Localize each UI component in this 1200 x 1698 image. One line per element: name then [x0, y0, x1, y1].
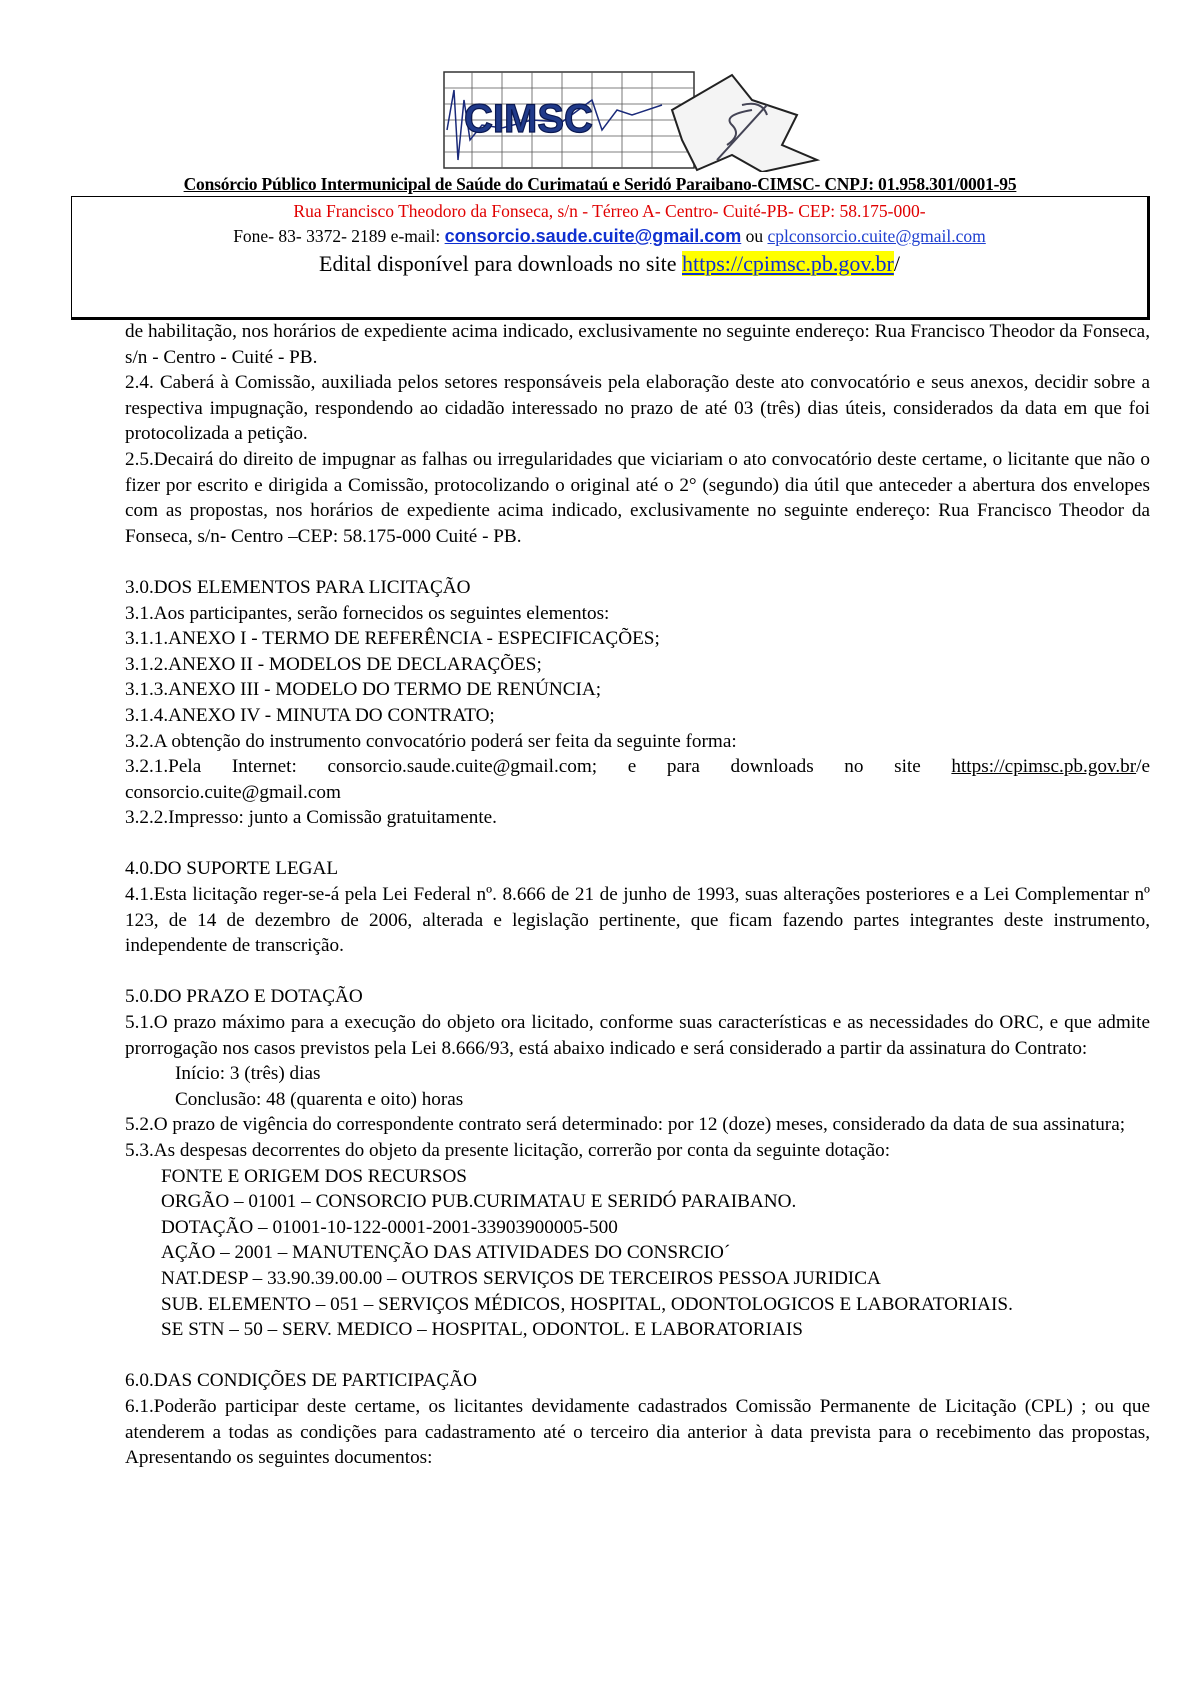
section-heading-5: 5.0.DO PRAZO E DOTAÇÃO — [125, 986, 363, 1008]
organization-title: Consórcio Público Intermunicipal de Saúde do Curimataú e Seridó Paraibano-CIMSC- CNPJ: 01.958.301/0001-95 — [183, 174, 1017, 194]
text: 3.2.1.Pela Internet: consorcio.saude.cuite@gmail.com; e para downloads no site — [125, 756, 952, 778]
inicio: Início: 3 (três) dias — [175, 1063, 321, 1085]
dotacao-line: ORGÃO – 01001 – CONSORCIO PUB.CURIMATAU E SERIDÓ PARAIBANO. — [161, 1191, 797, 1213]
conclusao: Conclusão: 48 (quarenta e oito) horas — [175, 1088, 464, 1110]
email-link-primary[interactable]: consorcio.saude.cuite@gmail.com — [444, 226, 742, 246]
edital-text: Edital disponível para downloads no site — [319, 251, 682, 276]
paragraph-3-1: 3.1.Aos participantes, serão fornecidos os seguintes elementos: — [125, 602, 610, 624]
paragraph-3-2: 3.2.A obtenção do instrumento convocatório poderá ser feita da seguinte forma: — [125, 730, 737, 752]
edital-line — [72, 251, 1147, 277]
section-heading-4: 4.0.DO SUPORTE LEGAL — [125, 858, 339, 880]
item-3-1-1: 3.1.1.ANEXO I - TERMO DE REFERÊNCIA - ESPECIFICAÇÕES; — [125, 628, 660, 650]
dotacao-line: DOTAÇÃO – 01001-10-122-0001-2001-33903900005-500 — [161, 1216, 618, 1238]
or-text: ou — [741, 226, 768, 246]
dotacao-line: NAT.DESP – 33.90.39.00.00 – OUTROS SERVIÇOS DE TERCEIROS PESSOA JURIDICA — [161, 1267, 881, 1289]
paragraph: de habilitação, nos horários de expediente acima indicado, exclusivamente no seguinte endereço: Rua Francisco Theodor da Fonseca, s/n - Centro - Cuité - PB. — [125, 321, 1150, 368]
paragraph-3-2-2: 3.2.2.Impresso: junto a Comissão gratuitamente. — [125, 807, 497, 829]
document-body — [125, 319, 1150, 1471]
cimsc-logo — [442, 70, 827, 172]
item-3-1-3: 3.1.3.ANEXO III - MODELO DO TERMO DE RENÚNCIA; — [125, 679, 602, 701]
paragraph-2-4: 2.4. Caberá à Comissão, auxiliada pelos setores responsáveis pela elaboração deste ato convocatório e seus anexos, decidir sobre a respectiva impugnação, respondendo ao cidadão interessado no prazo de até 03 (três) dias úteis, considerados da data em que foi protocolizada a petição. — [125, 372, 1150, 445]
dotacao-line: FONTE E ORIGEM DOS RECURSOS — [161, 1165, 467, 1187]
paragraph-5-3: 5.3.As despesas decorrentes do objeto da presente licitação, correrão por conta da seguinte dotação: — [125, 1140, 891, 1161]
phone: Fone- 83- 3372- 2189 e-mail: — [233, 226, 445, 246]
dotacao-line: AÇÃO – 2001 – MANUTENÇÃO DAS ATIVIDADES DO CONSRCIO´ — [161, 1242, 731, 1264]
contact-box — [71, 196, 1150, 320]
section-heading-3: 3.0.DOS ELEMENTOS PARA LICITAÇÃO — [125, 576, 471, 598]
item-3-1-2: 3.1.2.ANEXO II - MODELOS DE DECLARAÇÕES; — [125, 653, 542, 675]
logo-text: CIMSC — [464, 97, 593, 141]
paragraph-2-5: 2.5.Decairá do direito de impugnar as falhas ou irregularidades que viciariam o ato convocatório deste certame, o licitante que não o fizer por escrito e dirigida a Comissão, protocolizando o original até o 2° (segundo) dia útil que anteceder a abertura dos envelopes com as propostas, nos horários de expediente acima indicado, exclusivamente no seguinte endereço: Rua Francisco Theodor da Fonseca, s/n- Centro –CEP: 58.175-000 Cuité - PB. — [125, 448, 1150, 547]
contact-line — [72, 226, 1147, 247]
paragraph-5-1: 5.1.O prazo máximo para a execução do objeto ora licitado, conforme suas características e as necessidades do ORC, e que admite prorrogação nos casos previstos pela Lei 8.666/93, está abaixo indicado e será considerado a partir da assinatura do Contrato: — [125, 1012, 1150, 1059]
address: Rua Francisco Theodoro da Fonseca, s/n - Térreo A- Centro- Cuité-PB- CEP: 58.175-000- — [293, 201, 926, 221]
edital-site-link[interactable]: https://cpimsc.pb.gov.br — [681, 251, 894, 276]
email-link-secondary[interactable]: cplconsorcio.cuite@gmail.com — [767, 226, 986, 246]
dotacao-line: SE STN – 50 – SERV. MEDICO – HOSPITAL, ODONTOL. E LABORATORIAIS — [161, 1319, 803, 1341]
section-heading-6: 6.0.DAS CONDIÇÕES DE PARTICIPAÇÃO — [125, 1370, 477, 1392]
paragraph-6-1: 6.1.Poderão participar deste certame, os licitantes devidamente cadastrados Comissão Permanente de Licitação (CPL) ; ou que atenderem a todas as condições para cadastramento até o terceiro dia anterior à data prevista para o recebimento das propostas, Apresentando os seguintes documentos: — [125, 1395, 1150, 1469]
site-link[interactable]: https://cpimsc.pb.gov.br — [951, 756, 1137, 778]
paragraph-4-1: 4.1.Esta licitação reger-se-á pela Lei Federal nº. 8.666 de 21 de junho de 1993, suas alterações posteriores e a Lei Complementar nº 123, de 14 de dezembro de 2006, alterada e legislação pertinente, que ficam fazendo partes integrantes deste instrumento, independente de transcrição. — [125, 884, 1150, 957]
paragraph-5-2: 5.2.O prazo de vigência do correspondente contrato será determinado: por 12 (doze) meses, considerado da data de sua assinatura; — [125, 1114, 1126, 1136]
item-3-1-4: 3.1.4.ANEXO IV - MINUTA DO CONTRATO; — [125, 704, 495, 726]
dotacao-line: SUB. ELEMENTO – 051 – SERVIÇOS MÉDICOS, HOSPITAL, ODONTOLOGICOS E LABORATORIAIS. — [161, 1293, 1013, 1315]
paragraph-3-2-1 — [125, 754, 1150, 805]
text: /e consorcio.cuite@gmail.com — [125, 756, 1150, 803]
edital-suffix: / — [893, 251, 900, 276]
